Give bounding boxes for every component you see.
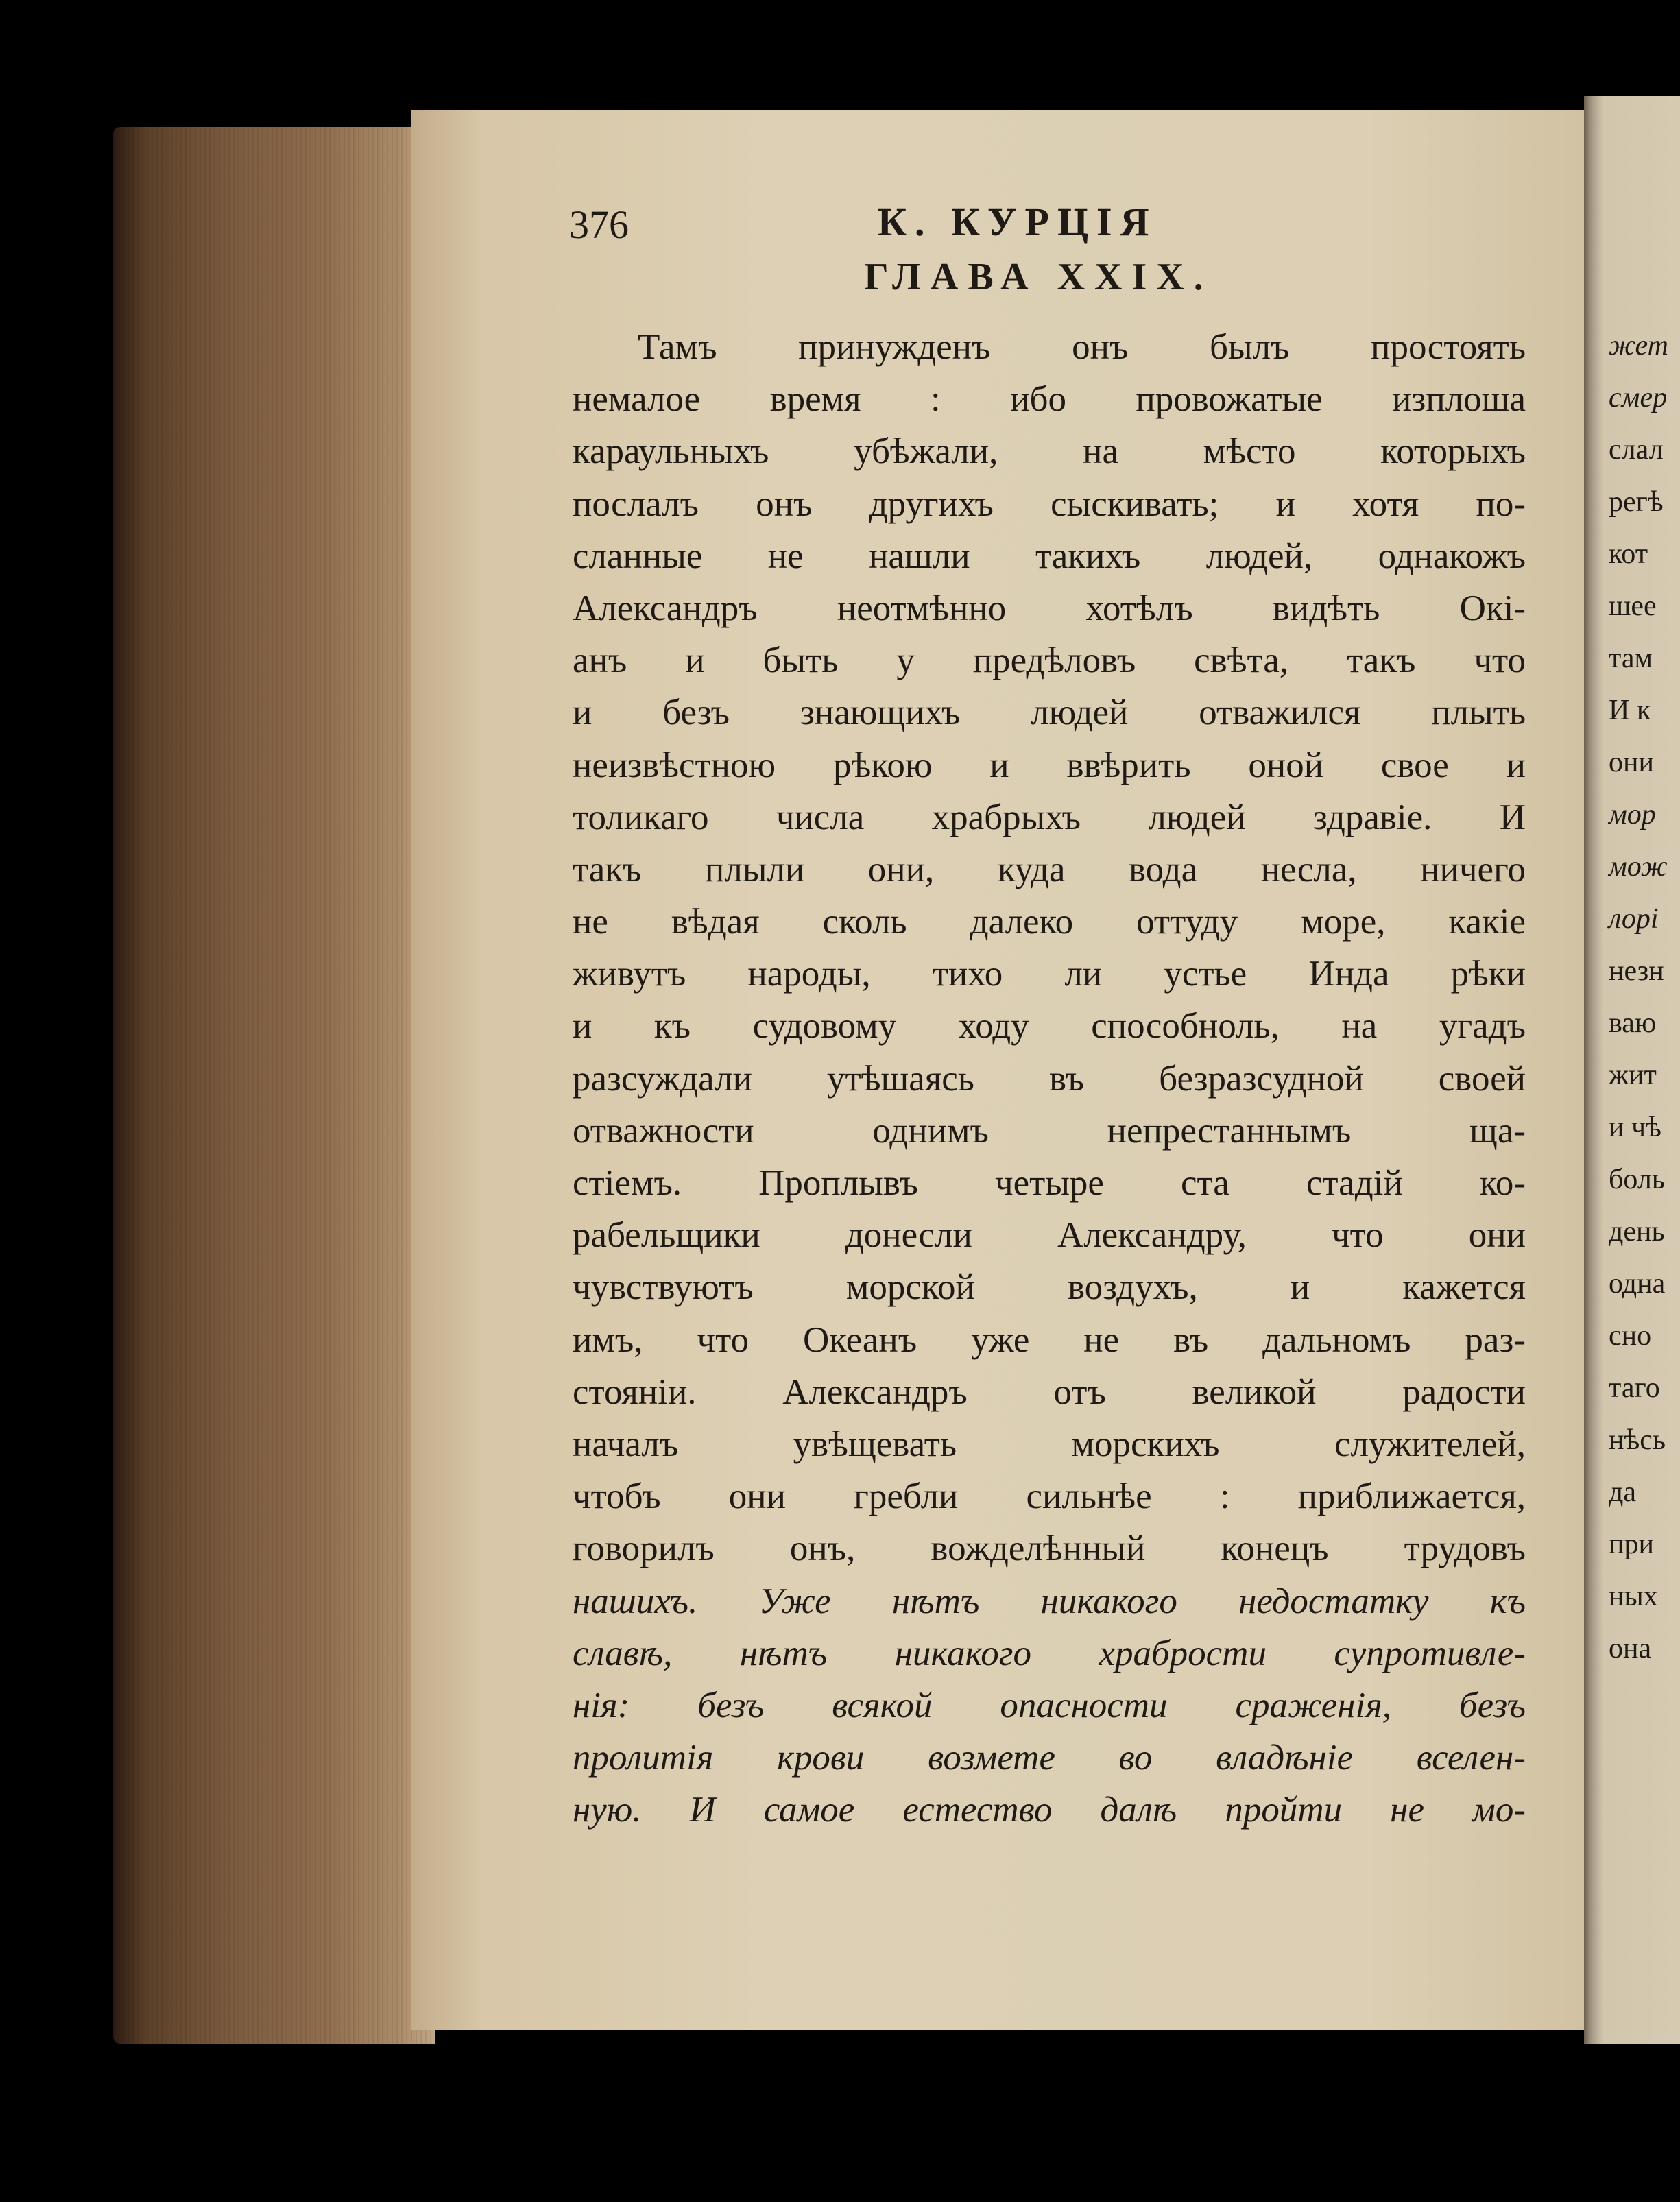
text-line: славѣ, нѣтъ никакого храбрости супротивле-	[573, 1633, 1526, 1673]
next-page-fragment: мор	[1609, 799, 1656, 830]
text-line: караульныхъ убѣжали, на мѣсто которыхъ	[573, 431, 1526, 472]
text-line: живутъ народы, тихо ли устье Инда рѣки	[573, 954, 1526, 994]
text-line: чувствуютъ морской воздухъ, и кажется	[573, 1267, 1526, 1308]
text-line: началъ увѣщевать морскихъ служителей,	[573, 1424, 1526, 1464]
text-line: говорилъ онъ, вожделѣнный конецъ трудовъ	[573, 1529, 1526, 1569]
page-number: 376	[569, 202, 629, 247]
text-line: ную. И самое естество далѣ пройти не мо-	[573, 1790, 1526, 1830]
next-page-fragment: боль	[1609, 1164, 1665, 1195]
next-page-fragment: незн	[1609, 955, 1664, 987]
text-line: послалъ онъ другихъ сыскивать; и хотя по-	[573, 483, 1526, 524]
next-page-fragment: ваю	[1609, 1007, 1657, 1039]
next-page-fragment: и чѣ	[1609, 1112, 1661, 1143]
next-page-fragment: лорі	[1609, 903, 1659, 935]
text-line: рабельщики донесли Александру, что они	[573, 1215, 1526, 1256]
text-line: нашихъ. Уже нѣтъ никакого недостатку къ	[573, 1581, 1526, 1621]
text-line: отважности однимъ непрестаннымъ ща-	[573, 1110, 1526, 1151]
text-line: сланные не нашли такихъ людей, однакожъ	[573, 536, 1526, 576]
next-page-fragment: там	[1609, 643, 1653, 674]
text-line: Александръ неотмѣнно хотѣлъ видѣть Окі-	[573, 588, 1526, 628]
next-page-fragment: одна	[1609, 1268, 1666, 1300]
next-page-fragment: регѣ	[1609, 486, 1664, 518]
next-page-fragment: ных	[1609, 1581, 1658, 1612]
next-page-fragment: кот	[1609, 538, 1648, 570]
next-page-fragment: таго	[1609, 1372, 1660, 1404]
book-page-edges	[113, 127, 435, 2044]
next-page-fragment: слал	[1609, 434, 1664, 466]
next-page-fragment: день	[1609, 1216, 1665, 1247]
next-page-fragment: она	[1609, 1633, 1652, 1664]
text-line: толикаго числа храбрыхъ людей здравіе. И	[573, 797, 1526, 837]
right-page-fragment	[1584, 96, 1680, 2044]
text-line: немалое время : ибо провожатые изплоша	[573, 379, 1526, 420]
text-line: не вѣдая сколь далеко оттуду море, какіе	[573, 902, 1526, 942]
next-page-fragment: шее	[1609, 590, 1657, 622]
running-head: К. КУРЦІЯ	[878, 200, 1157, 244]
text-line: имъ, что Океанъ уже не въ дальномъ раз-	[573, 1319, 1526, 1360]
next-page-fragment: смер	[1609, 382, 1668, 414]
next-page-fragment: они	[1609, 747, 1654, 778]
next-page-fragment: нѣсь	[1609, 1424, 1666, 1456]
chapter-title: ГЛАВА XXIX.	[864, 256, 1213, 298]
text-line: неизвѣстною рѣкою и ввѣрить оной свое и	[573, 745, 1526, 785]
text-line: нія: безъ всякой опасности сраженія, безъ	[573, 1685, 1526, 1725]
next-page-fragment: жит	[1609, 1060, 1657, 1091]
next-page-fragment: да	[1609, 1476, 1637, 1508]
next-page-fragment: сно	[1609, 1320, 1652, 1352]
text-line: анъ и быть у предѣловъ свѣта, такъ что	[573, 641, 1526, 681]
text-line: разсуждали утѣшаясь въ безразсудной своей	[573, 1058, 1526, 1099]
next-page-fragment: мож	[1609, 851, 1668, 883]
text-line: и къ судовому ходу способноль, на угадъ	[573, 1006, 1526, 1046]
text-line: пролитія крови возмете во владѣніе вселен-	[573, 1738, 1526, 1778]
text-line: и безъ знающихъ людей отважился плыть	[573, 693, 1526, 733]
text-line: стояніи. Александръ отъ великой радости	[573, 1372, 1526, 1412]
body-text	[573, 321, 1526, 1836]
text-line: стіемъ. Проплывъ четыре ста стадій ко-	[573, 1163, 1526, 1203]
text-line: Тамъ принужденъ онъ былъ простоять	[638, 327, 1526, 367]
text-line: такъ плыли они, куда вода несла, ничего	[573, 849, 1526, 889]
next-page-fragment: жет	[1609, 330, 1668, 361]
page-header	[569, 199, 1570, 261]
next-page-fragment: при	[1609, 1529, 1654, 1560]
text-line: чтобъ они гребли сильнѣе : приближается,	[573, 1476, 1526, 1517]
next-page-fragment: И к	[1609, 695, 1651, 726]
